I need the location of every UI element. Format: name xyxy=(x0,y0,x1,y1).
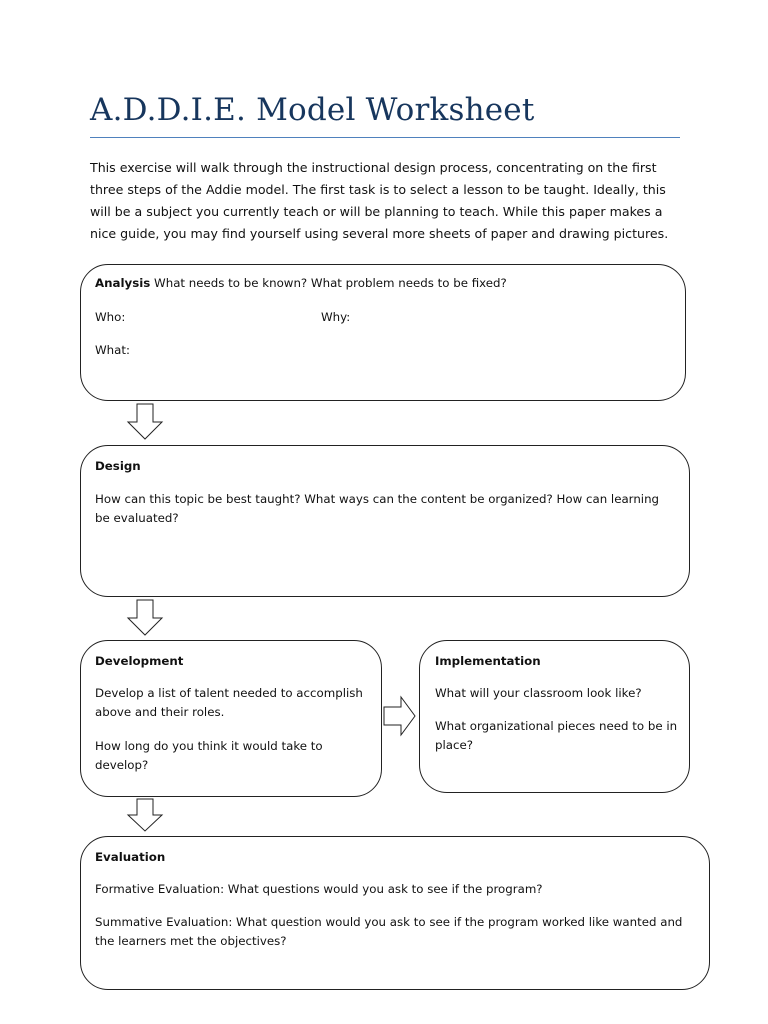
analysis-heading: Analysis xyxy=(95,276,151,290)
evaluation-question-1: Formative Evaluation: What questions would you ask to see if the program? xyxy=(95,882,543,896)
intro-paragraph: This exercise will walk through the instructional design process, concentrating on the first three steps of the Addie model. The first task is to select a lesson to be taught. Ideally, this will be a subject you currently teach or will be planning to teach. While this paper makes a nice guide, you may find yourself using several more sheets of paper and drawing pictures. xyxy=(90,160,669,241)
evaluation-question-2: Summative Evaluation: What question would you ask to see if the program worked like wanted and the learners met the objectives? xyxy=(95,915,683,948)
analysis-question: What needs to be known? What problem needs to be fixed? xyxy=(150,276,507,290)
development-question-1: Develop a list of talent needed to accomplish above and their roles. xyxy=(95,686,363,719)
analysis-what-label: What: xyxy=(95,343,130,357)
arrow-analysis-to-design xyxy=(128,404,162,439)
development-question-2: How long do you think it would take to develop? xyxy=(95,739,323,772)
design-question: How can this topic be best taught? What ways can the content be organized? How can learning be evaluated? xyxy=(95,492,660,525)
implementation-question-2: What organizational pieces need to be in place? xyxy=(435,719,678,752)
implementation-question-1: What will your classroom look like? xyxy=(435,686,642,700)
arrow-design-to-development xyxy=(128,600,162,635)
arrow-development-to-implementation xyxy=(384,697,415,735)
design-heading: Design xyxy=(95,459,141,473)
analysis-why-label: Why: xyxy=(321,310,351,324)
implementation-heading: Implementation xyxy=(435,654,541,668)
evaluation-heading: Evaluation xyxy=(95,850,166,864)
development-heading: Development xyxy=(95,654,184,668)
analysis-who-label: Who: xyxy=(95,310,126,324)
page-title: A.D.D.I.E. Model Worksheet xyxy=(90,92,535,128)
arrow-development-to-evaluation xyxy=(128,799,162,831)
